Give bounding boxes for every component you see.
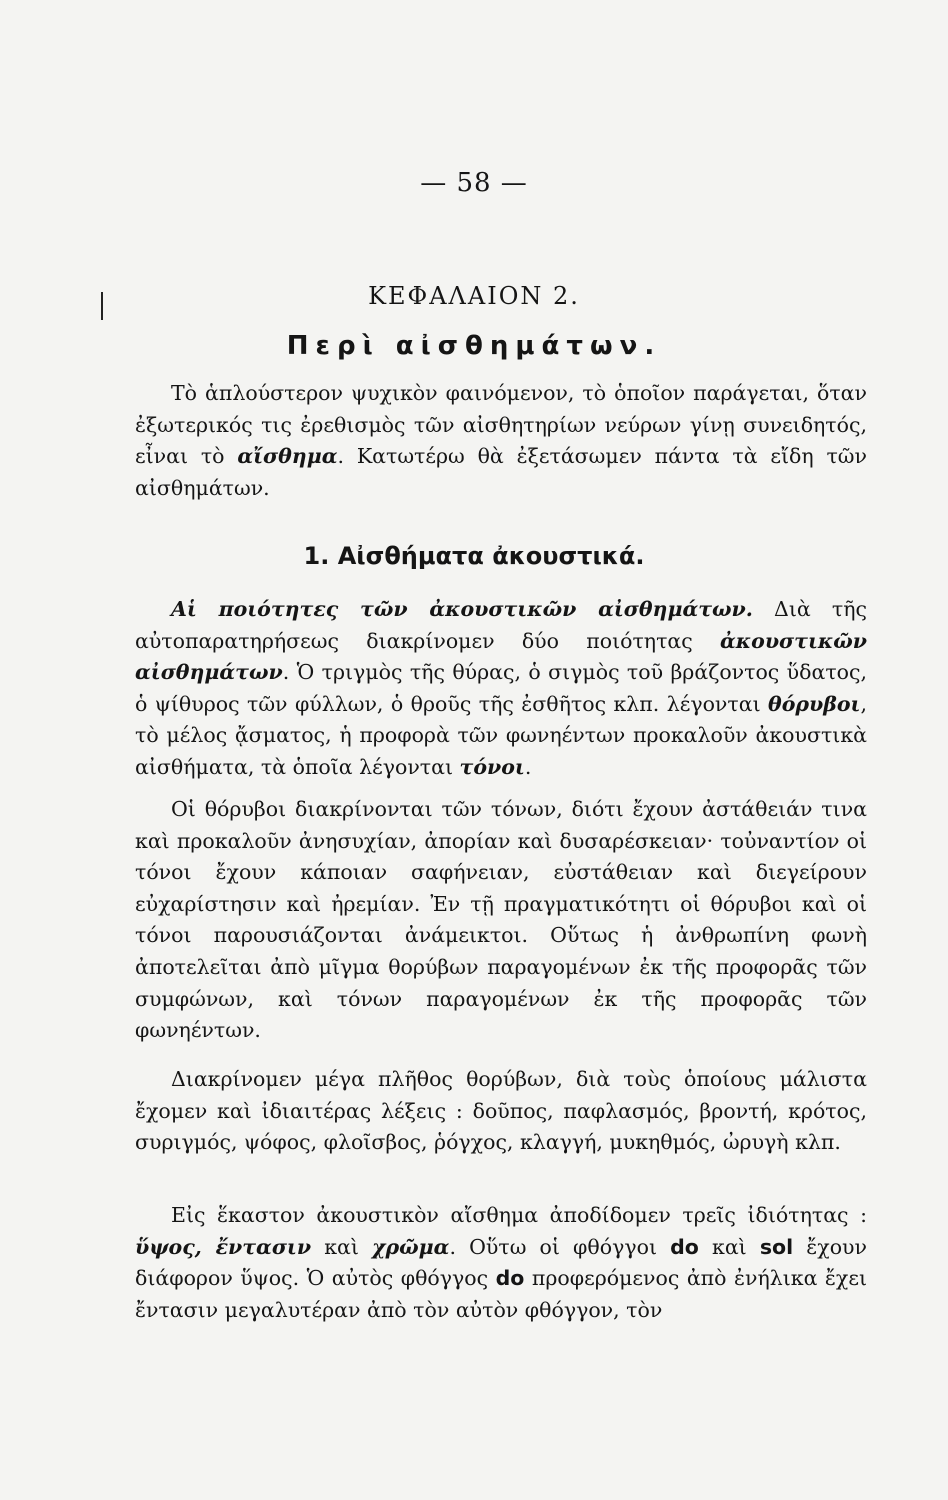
p2-text-d: . Ὁ τριγμὸς τῆς θύρας, ὁ σιγμὸς τοῦ βράζοντος ὕδατος, ὁ ψίθυρος τῶν φύλλων, ὁ θροῦς τῆς ἐσθῆτος κλπ. λέγονται — [135, 660, 867, 716]
paragraph-noise-vs-tone: Οἱ θόρυβοι διακρίνονται τῶν τόνων, διότι ἔχουν ἀστάθειάν τινα καὶ προκαλοῦν ἀνησυχίαν, ἀπορίαν καὶ δυσαρέσκειαν· τοὐναντίον οἱ τόνοι ἔχουν κάποιαν σαφήνειαν, εὐστάθειαν καὶ διεγείρουν εὐχαρίστησιν καὶ ἠρεμίαν. Ἐν τῇ πραγματικότητι οἱ θόρυβοι καὶ οἱ τόνοι παρουσιάζονται ἀνάμεικτοι. Οὕτως ἡ ἀνθρωπίνη φωνὴ ἀποτελεῖται ἀπὸ μῖγμα θορύβων παραγομένων ἐκ τῆς προφορᾶς τῶν συμφώνων, καὶ τόνων παραγομένων ἐκ τῆς προφορᾶς τῶν φωνηέντων. — [135, 797, 867, 1043]
paragraph-intro — [135, 378, 867, 504]
p5-term-chroma: χρῶμα — [372, 1234, 450, 1259]
p5-note-sol: sol — [759, 1234, 794, 1259]
p2-term-akoustikon: ἀκουστικῶν αἰσθημάτων — [135, 628, 867, 685]
p2-text-f: , τὸ μέλος ᾄσματος, ἡ προφορὰ τῶν φωνηέντων προκαλοῦν ἀκουστικὰ αἰσθήματα, τὰ ὁποῖα λέγονται — [135, 691, 867, 779]
p5-term-ypsos-entasin: ὕψος, ἔντασιν — [135, 1234, 312, 1259]
p5-text-e: . Οὕτω οἱ φθόγγοι — [449, 1234, 671, 1259]
p2-text-b: Διὰ τῆς αὐτοπαρατηρήσεως διακρίνομεν δύο ποιότητας — [135, 597, 867, 653]
page-number: — 58 — — [420, 168, 528, 198]
chapter-title: Περὶ αἰσθημάτων. — [286, 331, 662, 361]
p5-note-do: do — [670, 1234, 699, 1259]
p2-term-thoryvoi: θόρυβοι — [768, 691, 861, 716]
p5-text-g: καὶ — [698, 1234, 760, 1259]
paragraph-properties — [135, 1200, 867, 1326]
paragraph-qualities — [135, 594, 867, 784]
p1-text-a: Τὸ ἁπλούστερον ψυχικὸν φαινόμενον, τὸ ὁποῖον παράγεται, ὅταν ἐξωτερικός τις ἐρεθισμὸς τῶν αἰσθητηρίων νεύρων γίνῃ συνειδητός, εἶναι τὸ — [135, 381, 867, 469]
p5-note-do-2: do — [495, 1266, 525, 1291]
p2-text-h: . — [524, 754, 532, 779]
p5-text-k: προφερόμενος ἀπὸ ἐνήλικα ἔχει ἔντασιν μεγαλυτέραν ἀπὸ τὸν αὐτὸν φθόγγον, τὸν — [135, 1266, 868, 1322]
chapter-heading: ΚΕΦΑΛΑΙΟΝ 2. — [368, 282, 580, 310]
p2-subheading: Αἱ ποιότητες τῶν ἀκουστικῶν αἰσθημάτων. — [171, 597, 753, 621]
p5-text-i: ἔχουν διάφορον ὕψος. Ὁ αὐτὸς φθόγγος — [135, 1234, 867, 1291]
p5-text-a: Εἰς ἕκαστον ἀκουστικὸν αἴσθημα ἀποδίδομεν τρεῖς ἰδιότητας : — [171, 1203, 867, 1227]
paragraph-noise-types: Διακρίνομεν μέγα πλῆθος θορύβων, διὰ τοὺς ὁποίους μάλιστα ἔχομεν καὶ ἰδιαιτέρας λέξεις : δοῦπος, παφλασμός, βροντή, κρότος, συριγμός, ψόφος, φλοῖσβος, ῥόγχος, κλαγγή, μυκηθμός, ὠρυγὴ κλπ. — [135, 1067, 867, 1155]
p5-text-c: καὶ — [311, 1234, 373, 1259]
p2-term-tonoi: τόνοι — [459, 754, 525, 779]
section-heading: 1. Αἰσθήματα ἀκουστικά. — [303, 542, 645, 570]
p1-text-c: . Κατωτέρω θὰ ἐξετάσωμεν πάντα τὰ εἴδη τῶν αἰσθημάτων. — [135, 444, 867, 500]
p1-term-aisthema: αἴσθημα — [237, 444, 338, 469]
